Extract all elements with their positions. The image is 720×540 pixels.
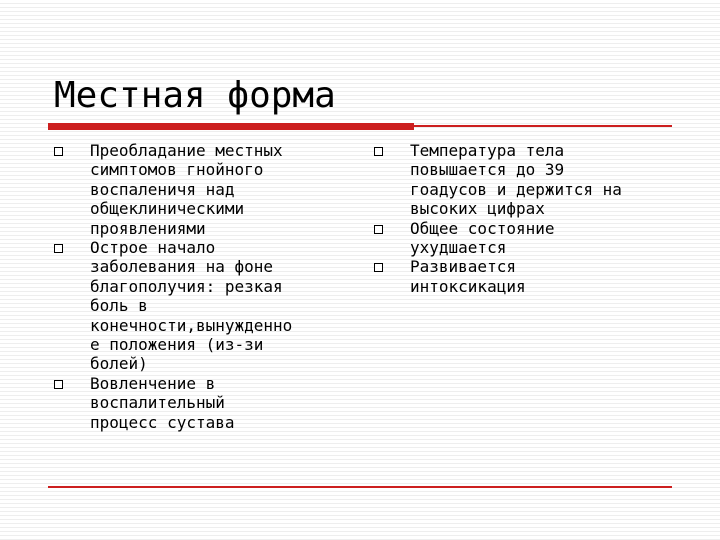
list-item [54, 141, 354, 238]
list-item-text: Развивается интоксикация [410, 257, 526, 296]
list-item-text: Преобладание местных симптомов гнойного воспаленичя над общеклиническими проявлениями [90, 141, 283, 238]
square-bullet-icon [54, 380, 63, 389]
list-item [374, 219, 674, 258]
list-item [54, 374, 354, 432]
square-bullet-icon [374, 263, 383, 272]
slide-title: Местная форма [54, 75, 336, 116]
title-underline-accent [48, 123, 414, 130]
list-item-text: Острое начало заболевания на фоне благополучия: резкая боль в конечности,вынужденно е положения (из-зи болей) [90, 238, 293, 374]
list-item-text: Вовленчение в воспалительный процесс сустава [90, 373, 235, 432]
left-bullet-list [54, 141, 354, 432]
list-item [374, 257, 674, 296]
list-item [54, 238, 354, 374]
footer-rule [48, 486, 672, 488]
square-bullet-icon [374, 147, 383, 156]
list-item [374, 141, 674, 219]
square-bullet-icon [54, 244, 63, 253]
list-item-text: Общее состояние ухудшается [410, 218, 555, 258]
square-bullet-icon [374, 225, 383, 234]
list-item-text: Температура тела повышается до 39 гоадусов и держится на высоких цифрах [410, 141, 622, 219]
right-bullet-list [374, 141, 674, 296]
square-bullet-icon [54, 147, 63, 156]
